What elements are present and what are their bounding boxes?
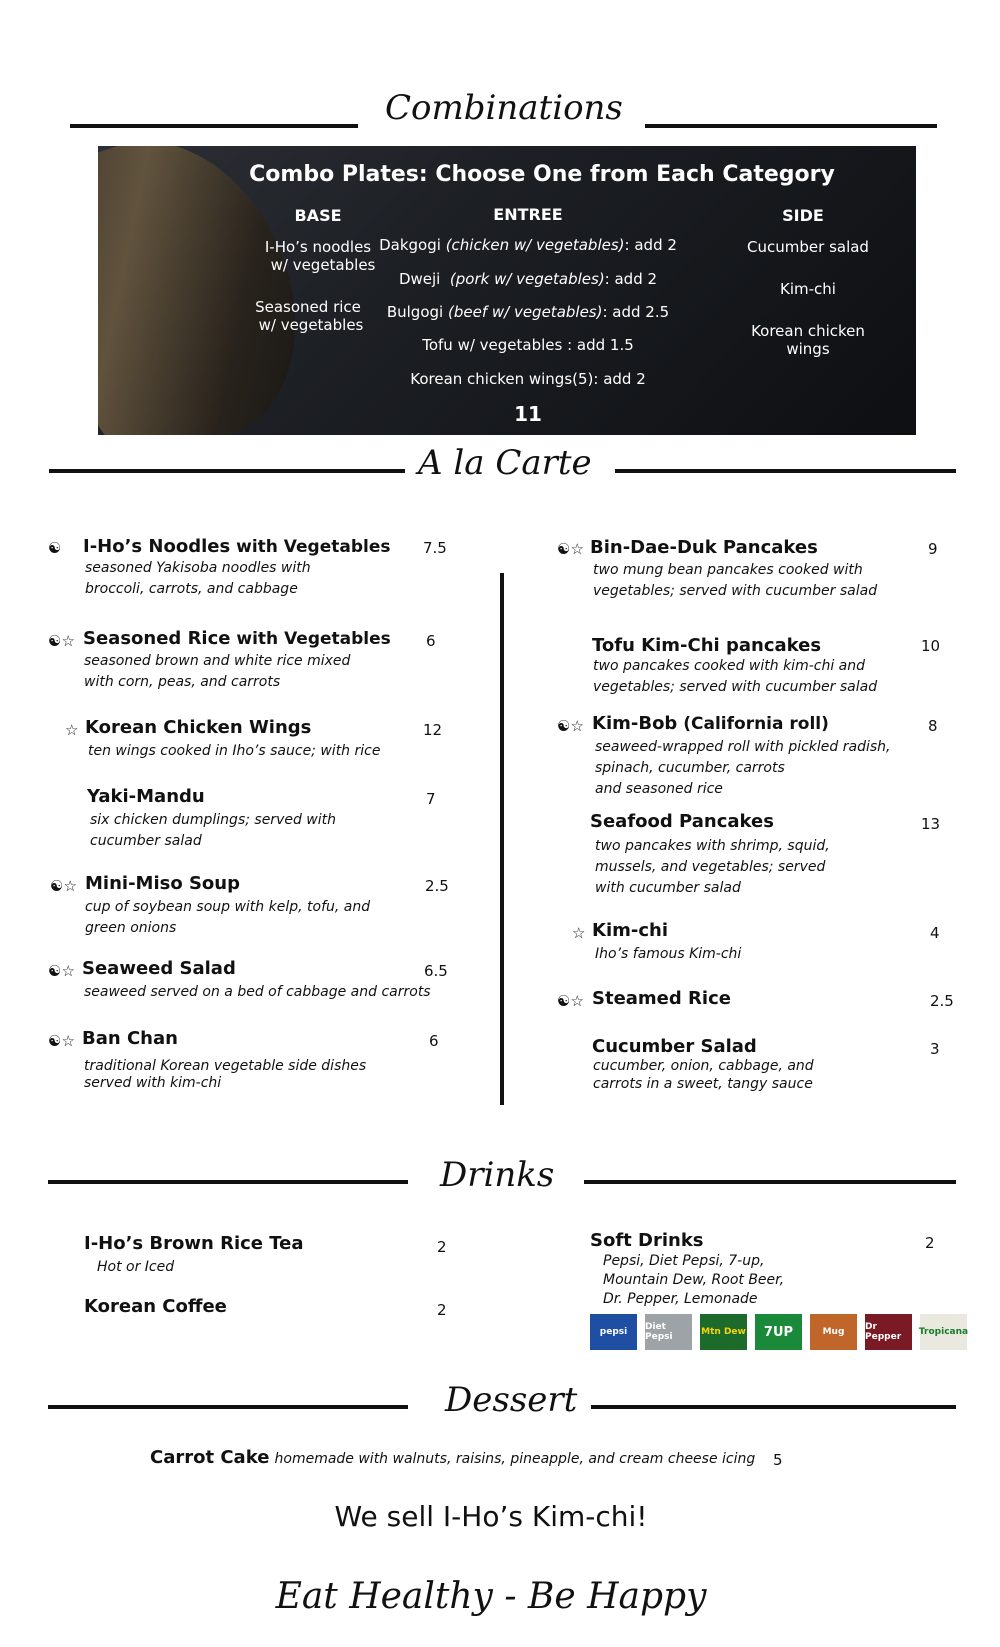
item-price: 10 bbox=[921, 637, 941, 655]
drinks-rule-right bbox=[584, 1180, 956, 1184]
dessert-heading: Dessert bbox=[445, 1380, 578, 1420]
item-price: 13 bbox=[921, 815, 941, 833]
item-title: Korean Coffee bbox=[84, 1296, 227, 1317]
item-price: 2.5 bbox=[425, 877, 449, 895]
item-price: 2 bbox=[437, 1301, 447, 1319]
bowl-photo bbox=[98, 146, 330, 435]
dessert-rule-left bbox=[48, 1405, 408, 1409]
entree-option: Dakgogi (chicken w/ vegetables): add 2 bbox=[379, 236, 677, 254]
diet-pepsi-logo-icon: Diet Pepsi bbox=[645, 1314, 692, 1350]
item-description: two mung bean pancakes cooked with vegetables; served with cucumber salad bbox=[593, 562, 878, 599]
entree-option: Korean chicken wings(5): add 2 bbox=[410, 370, 646, 388]
combinations-rule-left bbox=[70, 124, 358, 128]
item-description: seasoned brown and white rice mixed with corn, peas, and carrots bbox=[84, 653, 351, 690]
dr-pepper-logo-icon: Dr Pepper bbox=[865, 1314, 912, 1350]
item-price: 2 bbox=[925, 1234, 935, 1252]
dietary-symbols: ☯☆ bbox=[557, 717, 584, 735]
item-title: Yaki-Mandu bbox=[87, 786, 205, 807]
7up-logo-icon: 7UP bbox=[755, 1314, 802, 1350]
drinks-rule-left bbox=[48, 1180, 408, 1184]
dietary-symbols: ☯☆ bbox=[50, 877, 77, 895]
item-title: Seafood Pancakes bbox=[590, 811, 774, 832]
item-price: 3 bbox=[930, 1040, 940, 1058]
side-option: Korean chicken wings bbox=[751, 322, 865, 358]
dessert-item bbox=[150, 1447, 755, 1468]
dietary-symbols: ☯☆ bbox=[557, 992, 584, 1010]
item-title: Kim-Bob (California roll) bbox=[592, 713, 829, 734]
item-description: seaweed served on a bed of cabbage and carrots bbox=[84, 984, 431, 1000]
item-title: Seaweed Salad bbox=[82, 958, 236, 979]
entree-header: ENTREE bbox=[493, 205, 563, 224]
base-option: I-Ho’s noodles w/ vegetables bbox=[264, 238, 376, 274]
item-description: Pepsi, Diet Pepsi, 7-up, Mountain Dew, Root Beer, Dr. Pepper, Lemonade bbox=[603, 1253, 785, 1307]
item-description: seaweed-wrapped roll with pickled radish, spinach, cucumber, carrots and seasoned rice bbox=[595, 739, 891, 797]
side-option: Cucumber salad bbox=[747, 238, 869, 256]
alacarte-rule-right bbox=[615, 469, 956, 473]
item-title: Bin-Dae-Duk Pancakes bbox=[590, 537, 818, 558]
item-description: homemade with walnuts, raisins, pineapple, and cream cheese icing bbox=[274, 1451, 756, 1467]
item-price: 2.5 bbox=[930, 992, 954, 1010]
item-description: Iho’s famous Kim-chi bbox=[595, 946, 742, 962]
tropicana-logo-icon: Tropicana bbox=[920, 1314, 967, 1350]
item-title: Cucumber Salad bbox=[592, 1036, 757, 1057]
item-price: 9 bbox=[928, 540, 938, 558]
item-description: six chicken dumplings; served with cucumber salad bbox=[90, 812, 337, 849]
item-title: I-Ho’s Noodles with Vegetables bbox=[83, 536, 391, 557]
kimchi-promo: We sell I-Ho’s Kim-chi! bbox=[334, 1500, 648, 1533]
item-description: Hot or Iced bbox=[97, 1259, 175, 1275]
item-price: 6 bbox=[426, 632, 436, 650]
combo-title: Combo Plates: Choose One from Each Category bbox=[249, 162, 835, 187]
item-title: Kim-chi bbox=[592, 920, 668, 941]
alacarte-rule-left bbox=[49, 469, 405, 473]
side-option: Kim-chi bbox=[780, 280, 836, 298]
item-title: Korean Chicken Wings bbox=[85, 717, 312, 738]
item-price: 7.5 bbox=[423, 539, 447, 557]
base-option: Seasoned rice w/ vegetables bbox=[255, 298, 364, 334]
dietary-symbols: ☆ bbox=[572, 924, 586, 942]
dessert-rule-right bbox=[591, 1405, 956, 1409]
item-description: cup of soybean soup with kelp, tofu, and green onions bbox=[85, 899, 371, 936]
item-title: Carrot Cake bbox=[150, 1447, 270, 1468]
combinations-rule-right bbox=[645, 124, 937, 128]
item-description: two pancakes cooked with kim-chi and vegetables; served with cucumber salad bbox=[593, 658, 878, 695]
drinks-heading: Drinks bbox=[440, 1155, 555, 1195]
item-price: 6.5 bbox=[424, 962, 448, 980]
item-title: Ban Chan bbox=[82, 1028, 178, 1049]
item-price: 6 bbox=[429, 1032, 439, 1050]
soft-drink-logos bbox=[590, 1314, 967, 1350]
base-header: BASE bbox=[294, 206, 342, 225]
item-description: cucumber, onion, cabbage, and carrots in a sweet, tangy sauce bbox=[593, 1058, 814, 1092]
entree-option: Tofu w/ vegetables : add 1.5 bbox=[422, 336, 634, 354]
item-price: 7 bbox=[426, 790, 436, 808]
root-beer-logo-icon: Mug bbox=[810, 1314, 857, 1350]
mountain-dew-logo-icon: Mtn Dew bbox=[700, 1314, 747, 1350]
alacarte-heading: A la Carte bbox=[418, 443, 592, 483]
combo-price: 11 bbox=[514, 402, 542, 426]
combo-panel bbox=[98, 146, 916, 435]
item-price: 5 bbox=[773, 1451, 783, 1469]
item-title: Steamed Rice bbox=[592, 988, 731, 1009]
combinations-heading: Combinations bbox=[385, 88, 623, 128]
dietary-symbols: ☯☆ bbox=[48, 1032, 75, 1050]
item-price: 4 bbox=[930, 924, 940, 942]
entree-option: Dweji (pork w/ vegetables): add 2 bbox=[398, 270, 658, 288]
item-description: seasoned Yakisoba noodles with broccoli, carrots, and cabbage bbox=[85, 560, 311, 597]
slogan: Eat Healthy - Be Happy bbox=[275, 1576, 707, 1617]
dietary-symbols: ☆ bbox=[65, 721, 79, 739]
item-title: I-Ho’s Brown Rice Tea bbox=[84, 1233, 304, 1254]
dietary-symbols: ☯☆ bbox=[48, 632, 75, 650]
item-description: traditional Korean vegetable side dishes served with kim-chi bbox=[84, 1058, 367, 1091]
item-price: 12 bbox=[423, 721, 443, 739]
dietary-symbols: ☯☆ bbox=[557, 540, 584, 558]
entree-option: Bulgogi (beef w/ vegetables): add 2.5 bbox=[386, 303, 670, 321]
item-title: Soft Drinks bbox=[590, 1230, 704, 1251]
item-title: Mini-Miso Soup bbox=[85, 873, 240, 894]
item-title: Seasoned Rice with Vegetables bbox=[83, 628, 391, 649]
dietary-symbols: ☯ bbox=[48, 539, 62, 557]
item-price: 2 bbox=[437, 1238, 447, 1256]
item-description: two pancakes with shrimp, squid, mussels, and vegetables; served with cucumber salad bbox=[595, 838, 830, 896]
item-price: 8 bbox=[928, 717, 938, 735]
column-divider bbox=[500, 573, 504, 1105]
side-header: SIDE bbox=[782, 206, 824, 225]
item-title: Tofu Kim-Chi pancakes bbox=[592, 635, 822, 656]
item-description: ten wings cooked in Iho’s sauce; with rice bbox=[88, 743, 381, 759]
dietary-symbols: ☯☆ bbox=[48, 962, 75, 980]
pepsi-logo-icon: pepsi bbox=[590, 1314, 637, 1350]
